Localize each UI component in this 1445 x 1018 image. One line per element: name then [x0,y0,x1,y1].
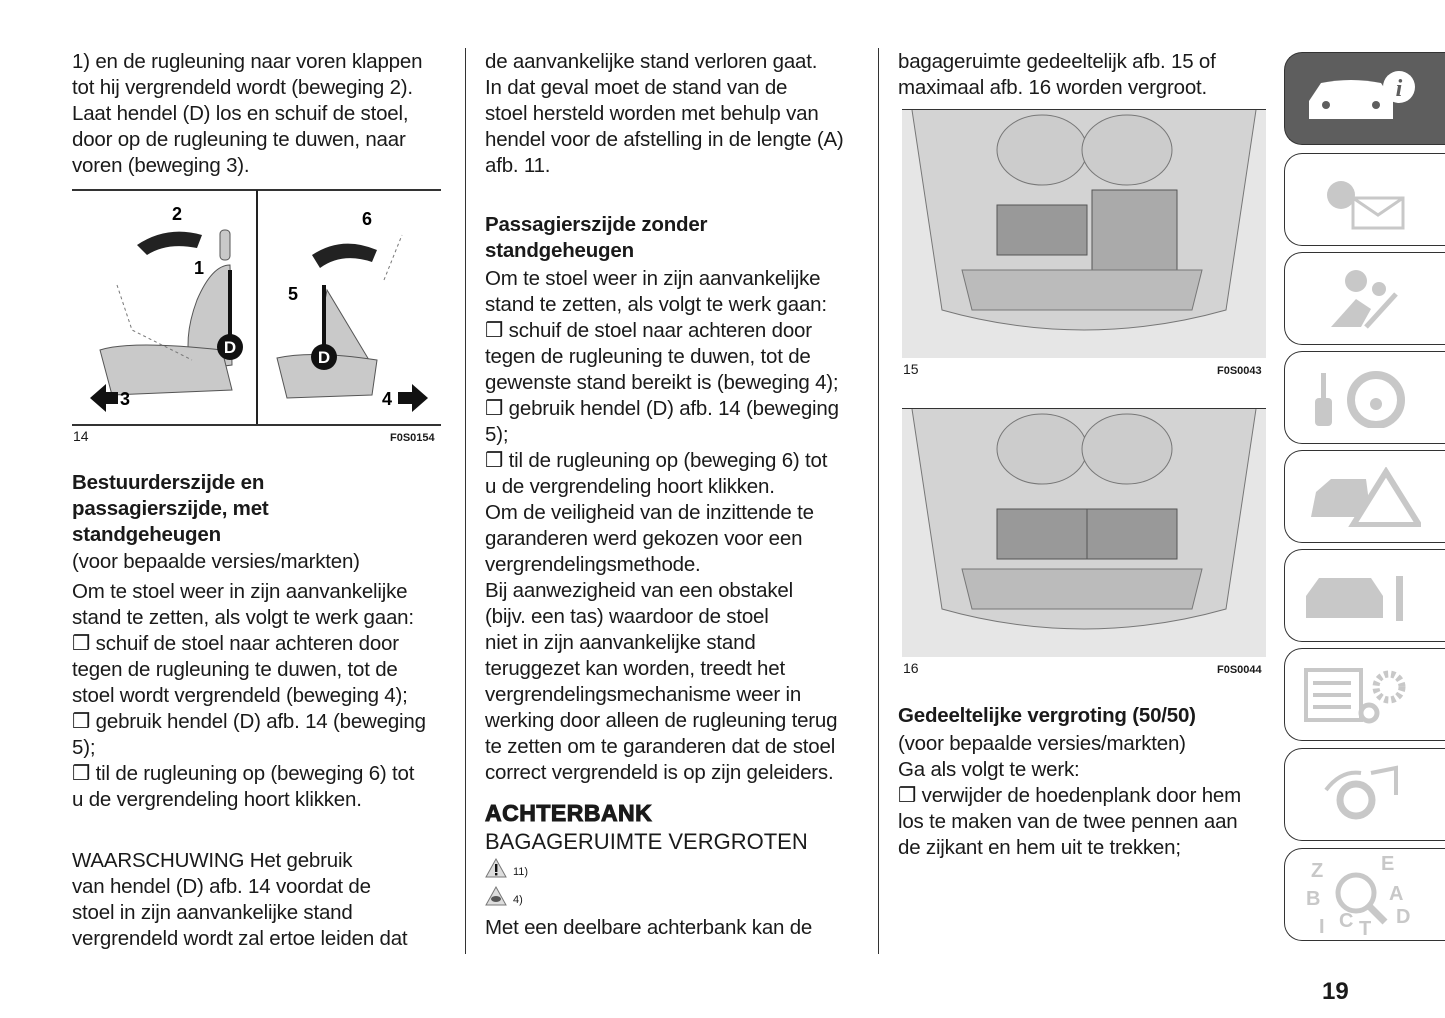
text-line: door op de rugleuning te duwen, naar [72,128,406,151]
text-line: Laat hendel (D) los en schuif de stoel, [72,102,409,125]
text-line: de aanvankelijke stand verloren gaat. [485,50,818,73]
tab-safety[interactable] [1284,252,1445,345]
page-number: 19 [1322,978,1349,1005]
text-line: stand te zetten, als volgt te werk gaan: [485,293,827,316]
col3-body [898,731,1241,861]
figure-code: F0S0043 [1217,365,1262,377]
index-search-icon [1301,855,1421,935]
figure-14-seat-adjustment [72,190,441,424]
text-line: niet in zijn aanvankelijke stand [485,631,756,654]
section-title: ACHTERBANK [485,800,653,826]
text-line: WAARSCHUWING Het gebruik [72,849,353,872]
text-line: Bestuurderszijde en [72,471,265,494]
text-line: ❒ verwijder de hoedenplank door hem [898,784,1242,807]
text-line: vergrendeld wordt zal ertoe leiden dat [72,927,408,950]
tab-car-info[interactable] [1284,52,1445,145]
tab-multimedia[interactable] [1284,748,1445,841]
section-heading [72,470,269,548]
technical-data-gears-icon [1301,665,1421,725]
text-line: los te maken van de twee pennen aan [898,810,1238,833]
tab-starting-driving[interactable] [1284,351,1445,444]
car-maintenance-wrench-icon [1301,566,1421,626]
subsection-title: BAGAGERUIMTE VERGROTEN [485,829,808,854]
text-line: Bij aanwezigheid van een obstakel [485,579,793,602]
text-line: tegen de rugleuning te duwen, tot de [485,345,811,368]
text-line: Ga als volgt te werk: [898,758,1080,781]
text-line: ❒ til de rugleuning op (beweging 6) tot [72,762,415,785]
figure-number: 16 [903,660,919,676]
text-line: u de vergrendeling hoort klikken. [485,475,775,498]
text-line: 1) en de rugleuning naar voren klappen [72,50,423,73]
fig-label: D [317,348,331,367]
tab-emergency[interactable] [1284,450,1445,543]
text-line: (bijv. een tas) waardoor de stoel [485,605,769,628]
environment-triangle-icon [485,886,507,906]
text-line: hendel voor de afstelling in de lengte (A) [485,128,844,151]
tab-dashboard[interactable] [1284,153,1445,246]
text-line: 5); [485,423,509,446]
text-line: stand te zetten, als volgt te werk gaan: [72,606,414,629]
figure-number: 15 [903,361,919,377]
svg-text:Z: Z [1311,859,1324,882]
text-line: garanderen werd gekozen voor een [485,527,803,550]
tab-technical-data[interactable] [1284,648,1445,741]
fig-label: 3 [120,389,131,409]
text-line: werking door alleen de rugleuning terug [485,709,838,732]
text-line: stoel in zijn aanvankelijke stand [72,901,353,924]
text-line: standgeheugen [72,523,221,546]
text-line: gewenste stand bereikt is (beweging 4); [485,371,839,394]
col2-body [485,266,839,786]
text-line: de zijkant en hem uit te trekken; [898,836,1181,859]
text-line: Om te stoel weer in zijn aanvankelijke [72,580,408,603]
key-steering-wheel-icon [1301,368,1421,428]
column-divider [465,48,466,954]
column-divider [878,48,879,954]
svg-text:i: i [1395,75,1403,102]
svg-text:D: D [1396,905,1411,928]
text-line: tegen de rugleuning te duwen, tot de [72,658,398,681]
text-line: stoel wordt vergrendeld (beweging 4); [72,684,408,707]
text-line: u de vergrendeling hoort klikken. [72,788,362,811]
dashboard-light-message-icon [1301,170,1421,230]
fig-label: D [223,338,237,357]
car-info-icon [1301,69,1421,129]
text-line: teruggezet kan worden, treedt het [485,657,785,680]
svg-text:I: I [1319,915,1325,935]
fig-label: 4 [382,389,393,409]
warning-triangle-icon [485,858,507,878]
text-line: 5); [72,736,96,759]
environment-reference [485,886,523,906]
fig-label: 1 [194,258,205,278]
text-line: vergrendelingsmechanisme weer in [485,683,802,706]
versions-note: (voor bepaalde versies/markten) [72,550,360,573]
text-line: passagierszijde, met [72,497,269,520]
fig-label: 5 [288,284,299,304]
svg-text:E: E [1381,854,1395,875]
warning-paragraph [72,848,407,952]
text-line: ❒ til de rugleuning op (beweging 6) tot [485,449,828,472]
text-line: standgeheugen [485,239,634,262]
figure-number: 14 [73,428,89,444]
warning-ref-number: 11) [513,866,529,878]
text-line: bagageruimte gedeeltelijk afb. 15 of [898,50,1216,73]
tab-maintenance[interactable] [1284,549,1445,642]
figure-code: F0S0044 [1217,664,1262,676]
fig-label: 2 [172,204,183,224]
text-line: tot hij vergrendeld wordt (beweging 2). [72,76,413,99]
col1-intro-paragraph [72,49,422,179]
col3-intro-paragraph [898,49,1216,101]
text-line: Om de veiligheid van de inzittende te [485,501,814,524]
svg-text:T: T [1359,917,1372,935]
figure-rule [72,424,441,426]
svg-text:C: C [1339,909,1354,932]
env-ref-number: 4) [513,894,523,906]
section-heading: Gedeeltelijke vergroting (50/50) [898,704,1196,727]
text-line: stoel hersteld worden met behulp van [485,102,819,125]
text-line: ❒ gebruik hendel (D) afb. 14 (beweging [485,397,839,420]
section-heading [485,212,707,264]
text-line: Om te stoel weer in zijn aanvankelijke [485,267,821,290]
svg-text:A: A [1389,882,1404,905]
multimedia-music-icon [1301,765,1421,825]
text-line: afb. 11. [485,154,551,177]
text-line: ❒ schuif de stoel naar achteren door [72,632,399,655]
text-line: te zetten om te garanderen dat de stoel [485,735,836,758]
col1-body [72,579,426,813]
text-line: correct vergrendeld is op zijn geleiders. [485,761,834,784]
col2-last-line: Met een deelbare achterbank kan de [485,916,813,939]
figure-16-trunk-full [902,409,1266,657]
airbag-safety-icon [1301,269,1421,329]
figure-15-trunk-partial [902,110,1266,358]
car-emergency-triangle-icon [1301,467,1421,527]
fig-label: 6 [362,209,373,229]
text-line: voren (beweging 3). [72,154,250,177]
text-line: ❒ gebruik hendel (D) afb. 14 (beweging [72,710,426,733]
text-line: maximaal afb. 16 worden vergroot. [898,76,1208,99]
warning-reference [485,858,528,878]
text-line: In dat geval moet de stand van de [485,76,788,99]
tab-index[interactable] [1284,848,1445,941]
text-line: vergrendelingsmethode. [485,553,701,576]
text-line: Passagierszijde zonder [485,213,708,236]
figure-code: F0S0154 [390,432,435,444]
text-line: (voor bepaalde versies/markten) [898,732,1186,755]
text-line: ❒ schuif de stoel naar achteren door [485,319,812,342]
svg-text:B: B [1306,887,1321,910]
col2-intro-paragraph [485,49,844,179]
text-line: van hendel (D) afb. 14 voordat de [72,875,371,898]
